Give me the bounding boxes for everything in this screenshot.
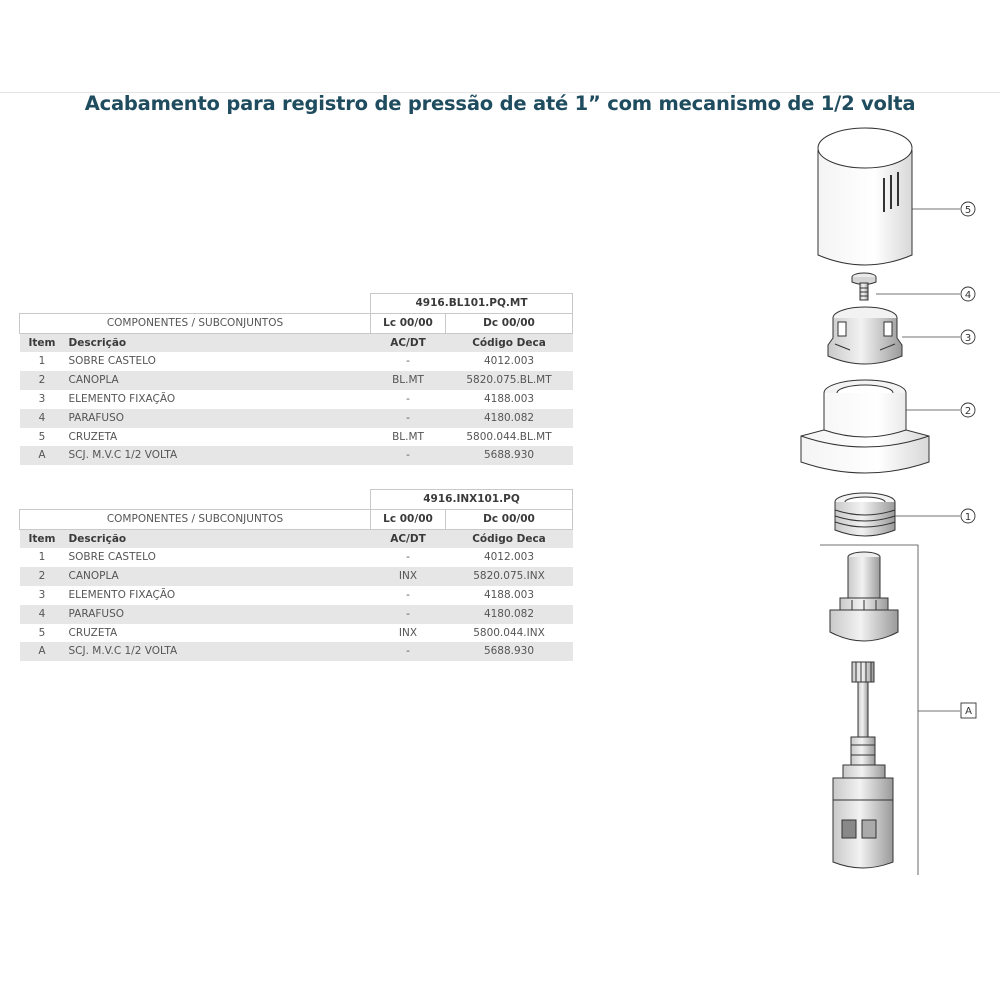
col-header-ac: AC/DT	[371, 529, 446, 548]
cell-item: 4	[20, 409, 65, 428]
col-header-item: Item	[20, 333, 65, 352]
cell-desc: ELEMENTO FIXAÇÃO	[68, 392, 176, 405]
cell-ac: -	[406, 551, 410, 564]
cell-desc: SCJ. M.V.C 1/2 VOLTA	[65, 642, 371, 661]
cell-item: A	[20, 446, 65, 465]
cell-desc: CANOPLA	[65, 567, 371, 586]
product-code: 4916.INX101.PQ	[371, 490, 573, 510]
cell-item: 4	[20, 605, 65, 624]
svg-text:3: 3	[964, 333, 972, 344]
col-header-desc: Descrição	[65, 529, 371, 548]
cell-desc: SOBRE CASTELO	[68, 551, 156, 564]
callout-1	[961, 509, 975, 523]
cell-code: 4188.003	[483, 588, 535, 601]
cell-item: 3	[38, 588, 46, 601]
callout-3	[961, 330, 975, 344]
cell-ac: -	[406, 392, 410, 405]
leader-lines	[820, 209, 960, 875]
part-a-mecanismo-upper	[830, 552, 898, 641]
part-1-sobre-castelo	[835, 493, 895, 536]
part-3-elemento-fixacao	[828, 307, 902, 364]
cell-item: 1	[38, 551, 46, 564]
cell-ac: BL.MT	[371, 371, 446, 390]
section-label: COMPONENTES / SUBCONJUNTOS	[20, 509, 371, 529]
cell-code: 5688.930	[446, 446, 573, 465]
cell-ac: -	[371, 409, 446, 428]
cell-desc: ELEMENTO FIXAÇÃO	[68, 588, 176, 601]
col-header-desc: Descrição	[65, 333, 371, 352]
cell-desc: CRUZETA	[68, 430, 118, 443]
product-code: 4916.BL101.PQ.MT	[371, 294, 573, 314]
cell-code: 4180.082	[446, 409, 573, 428]
cell-code: 4012.003	[483, 551, 535, 564]
cell-item: 5	[38, 430, 46, 443]
cell-code: 4012.003	[483, 355, 535, 368]
callout-5	[961, 202, 975, 216]
cell-item: A	[20, 642, 65, 661]
cell-item: 3	[38, 392, 46, 405]
cell-ac: -	[371, 605, 446, 624]
part-2-canopla	[801, 380, 929, 473]
dc-label: Dc 00/00	[446, 313, 573, 333]
cell-ac: INX	[371, 567, 446, 586]
svg-text:1: 1	[964, 512, 972, 523]
svg-text:2: 2	[964, 406, 972, 417]
section-label: COMPONENTES / SUBCONJUNTOS	[20, 313, 371, 333]
cell-code: 4188.003	[483, 392, 535, 405]
col-header-ac: AC/DT	[371, 333, 446, 352]
cell-code: 4180.082	[446, 605, 573, 624]
cell-item: 1	[38, 355, 46, 368]
col-header-item: Item	[20, 529, 65, 548]
lc-label: Lc 00/00	[371, 313, 446, 333]
cell-desc: PARAFUSO	[65, 605, 371, 624]
cell-code: 5820.075.INX	[446, 567, 573, 586]
cell-ac: INX	[398, 626, 418, 639]
cell-ac: -	[406, 355, 410, 368]
cell-ac: BL.MT	[392, 430, 424, 443]
cell-desc: SOBRE CASTELO	[68, 355, 156, 368]
col-header-code: Código Deca	[446, 333, 573, 352]
cell-code: 5688.930	[446, 642, 573, 661]
callout-4	[961, 287, 975, 301]
cell-ac: -	[371, 446, 446, 465]
svg-text:5: 5	[964, 205, 972, 216]
cell-code: 5800.044.INX	[473, 626, 545, 639]
cell-item: 5	[38, 626, 46, 639]
page-title: Acabamento para registro de pressão de até 1” com mecanismo de 1/2 volta	[84, 92, 916, 115]
lc-label: Lc 00/00	[371, 509, 446, 529]
callouts	[961, 202, 976, 718]
svg-text:4: 4	[964, 290, 972, 301]
cell-desc: SCJ. M.V.C 1/2 VOLTA	[65, 446, 371, 465]
cell-code: 5820.075.BL.MT	[446, 371, 573, 390]
col-header-code: Código Deca	[446, 529, 573, 548]
cell-desc: PARAFUSO	[65, 409, 371, 428]
cell-ac: -	[371, 642, 446, 661]
part-4-parafuso	[852, 273, 876, 300]
callout-2	[961, 403, 975, 417]
svg-text:A: A	[965, 706, 972, 717]
callout-a	[961, 703, 976, 718]
cell-desc: CRUZETA	[68, 626, 118, 639]
part-5-cruzeta	[818, 128, 912, 265]
cell-item: 2	[20, 567, 65, 586]
dc-label: Dc 00/00	[446, 509, 573, 529]
cell-code: 5800.044.BL.MT	[466, 430, 552, 443]
cell-ac: -	[406, 588, 410, 601]
cell-item: 2	[20, 371, 65, 390]
part-a-mecanismo-lower	[833, 662, 893, 868]
cell-desc: CANOPLA	[65, 371, 371, 390]
